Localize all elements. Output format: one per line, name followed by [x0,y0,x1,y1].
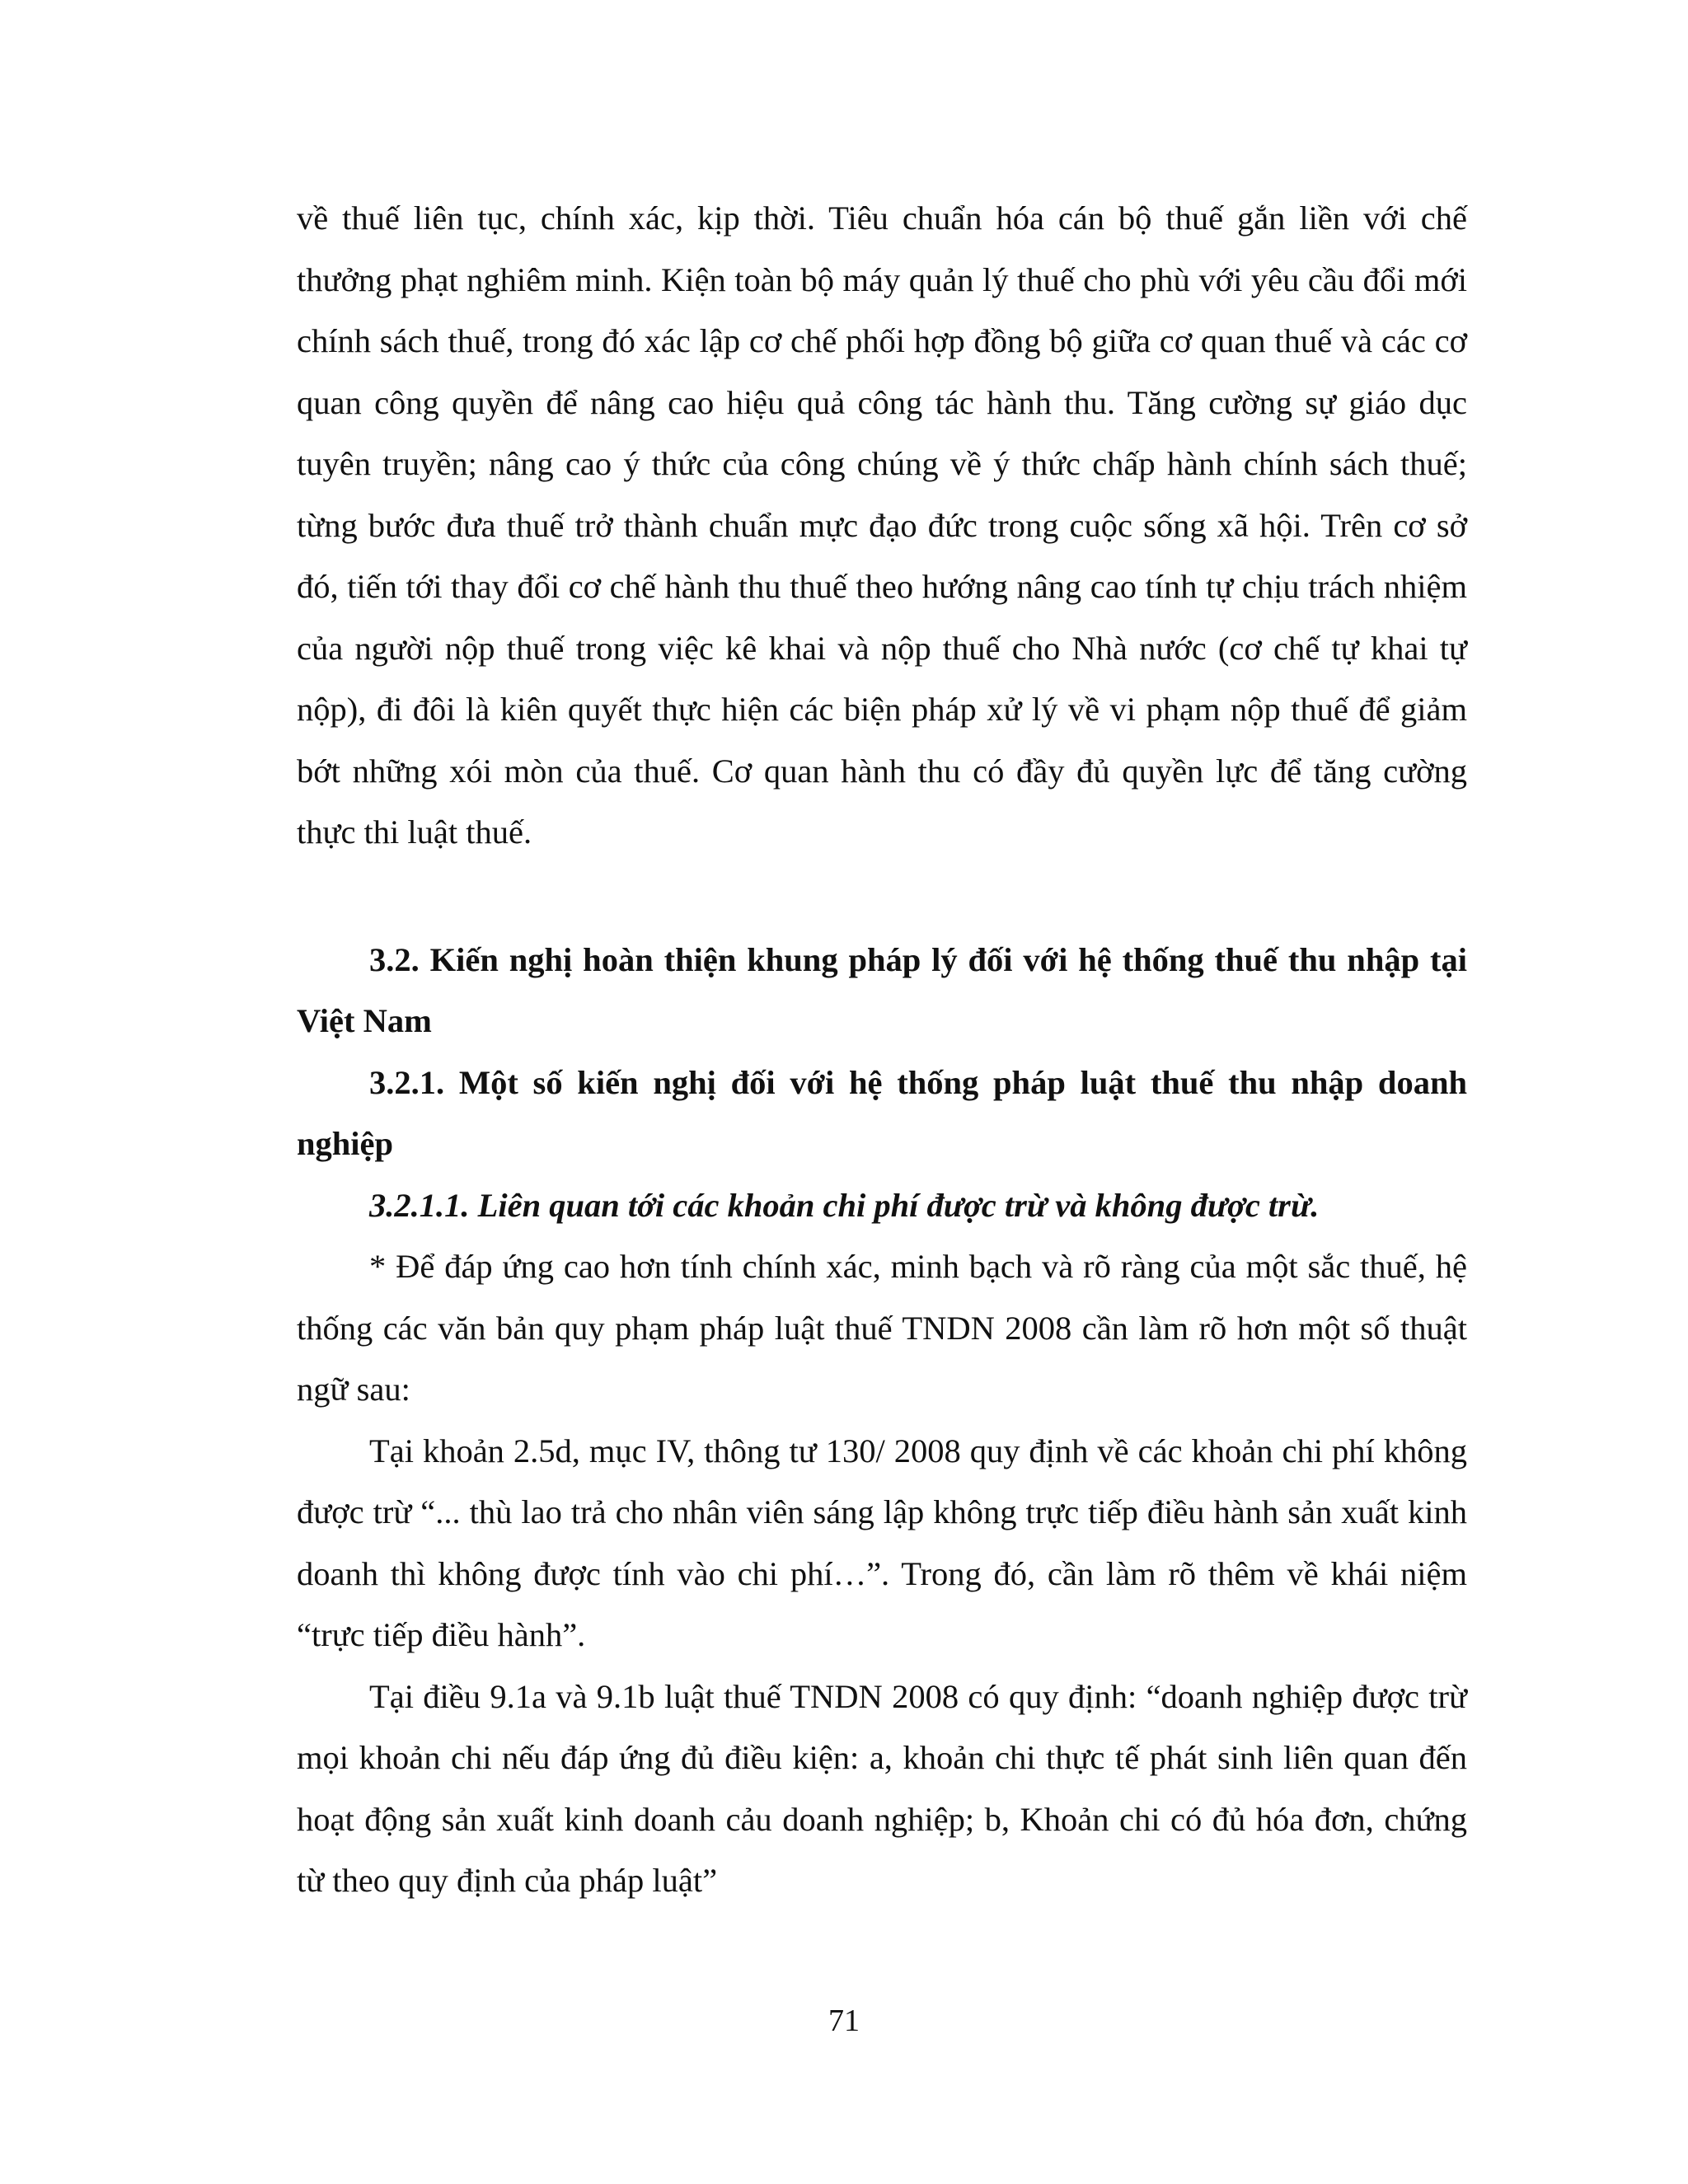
paragraph-article-9: Tại điều 9.1a và 9.1b luật thuế TNDN 2008 có quy định: “doanh nghiệp được trừ mọi khoản chi nếu đáp ứng đủ điều kiện: a, khoản chi thực tế phát sinh liên quan đến hoạt động sản xuất kinh doanh cảu doanh nghiệp; b, Khoản chi có đủ hóa đơn, chứng từ theo quy định của pháp luật” [297,1677,1467,1899]
subsubsection-heading-3-2-1-1: 3.2.1.1. Liên quan tới các khoản chi phí được trừ và không được trừ. [369,1186,1320,1224]
paragraph-continuation: về thuế liên tục, chính xác, kịp thời. Tiêu chuẩn hóa cán bộ thuế gắn liền với chế thưởng phạt nghiêm minh. Kiện toàn bộ máy quản lý thuế cho phù với yêu cầu đổi mới chính sách thuế, trong đó xác lập cơ chế phối hợp đồng bộ giữa cơ quan thuế và các cơ quan công quyền để nâng cao hiệu quả công tác hành thu. Tăng cường sự giáo dục tuyên truyền; nâng cao ý thức của công chúng về ý thức chấp hành chính sách thuế; từng bước đưa thuế trở thành chuẩn mực đạo đức trong cuộc sống xã hội. Trên cơ sở đó, tiến tới thay đổi cơ chế hành thu thuế theo hướng nâng cao tính tự chịu trách nhiệm của người nộp thuế trong việc kê khai và nộp thuế cho Nhà nước (cơ chế tự khai tự nộp), đi đôi là kiên quyết thực hiện các biện pháp xử lý về vi phạm nộp thuế để giảm bớt những xói mòn của thuế. Cơ quan hành thu có đầy đủ quyền lực để tăng cường thực thi luật thuế. [297,199,1467,851]
section-heading-3-2: 3.2. Kiến nghị hoàn thiện khung pháp lý đối với hệ thống thuế thu nhập tại Việt Nam [297,940,1467,1039]
paragraph-intro: * Để đáp ứng cao hơn tính chính xác, minh bạch và rõ ràng của một sắc thuế, hệ thống các văn bản quy phạm pháp luật thuế TNDN 2008 cần làm rõ hơn một số thuật ngữ sau: [297,1248,1467,1408]
paragraph-circular-130: Tại khoản 2.5d, mục IV, thông tư 130/ 2008 quy định về các khoản chi phí không được trừ “... thù lao trả cho nhân viên sáng lập không trực tiếp điều hành sản xuất kinh doanh thì không được tính vào chi phí…”. Trong đó, cần làm rõ thêm về khái niệm “trực tiếp điều hành”. [297,1432,1467,1653]
document-body [297,188,1467,1912]
subsection-heading-3-2-1: 3.2.1. Một số kiến nghị đối với hệ thống pháp luật thuế thu nhập doanh nghiệp [297,1063,1467,1162]
page-number: 71 [828,2004,860,2038]
